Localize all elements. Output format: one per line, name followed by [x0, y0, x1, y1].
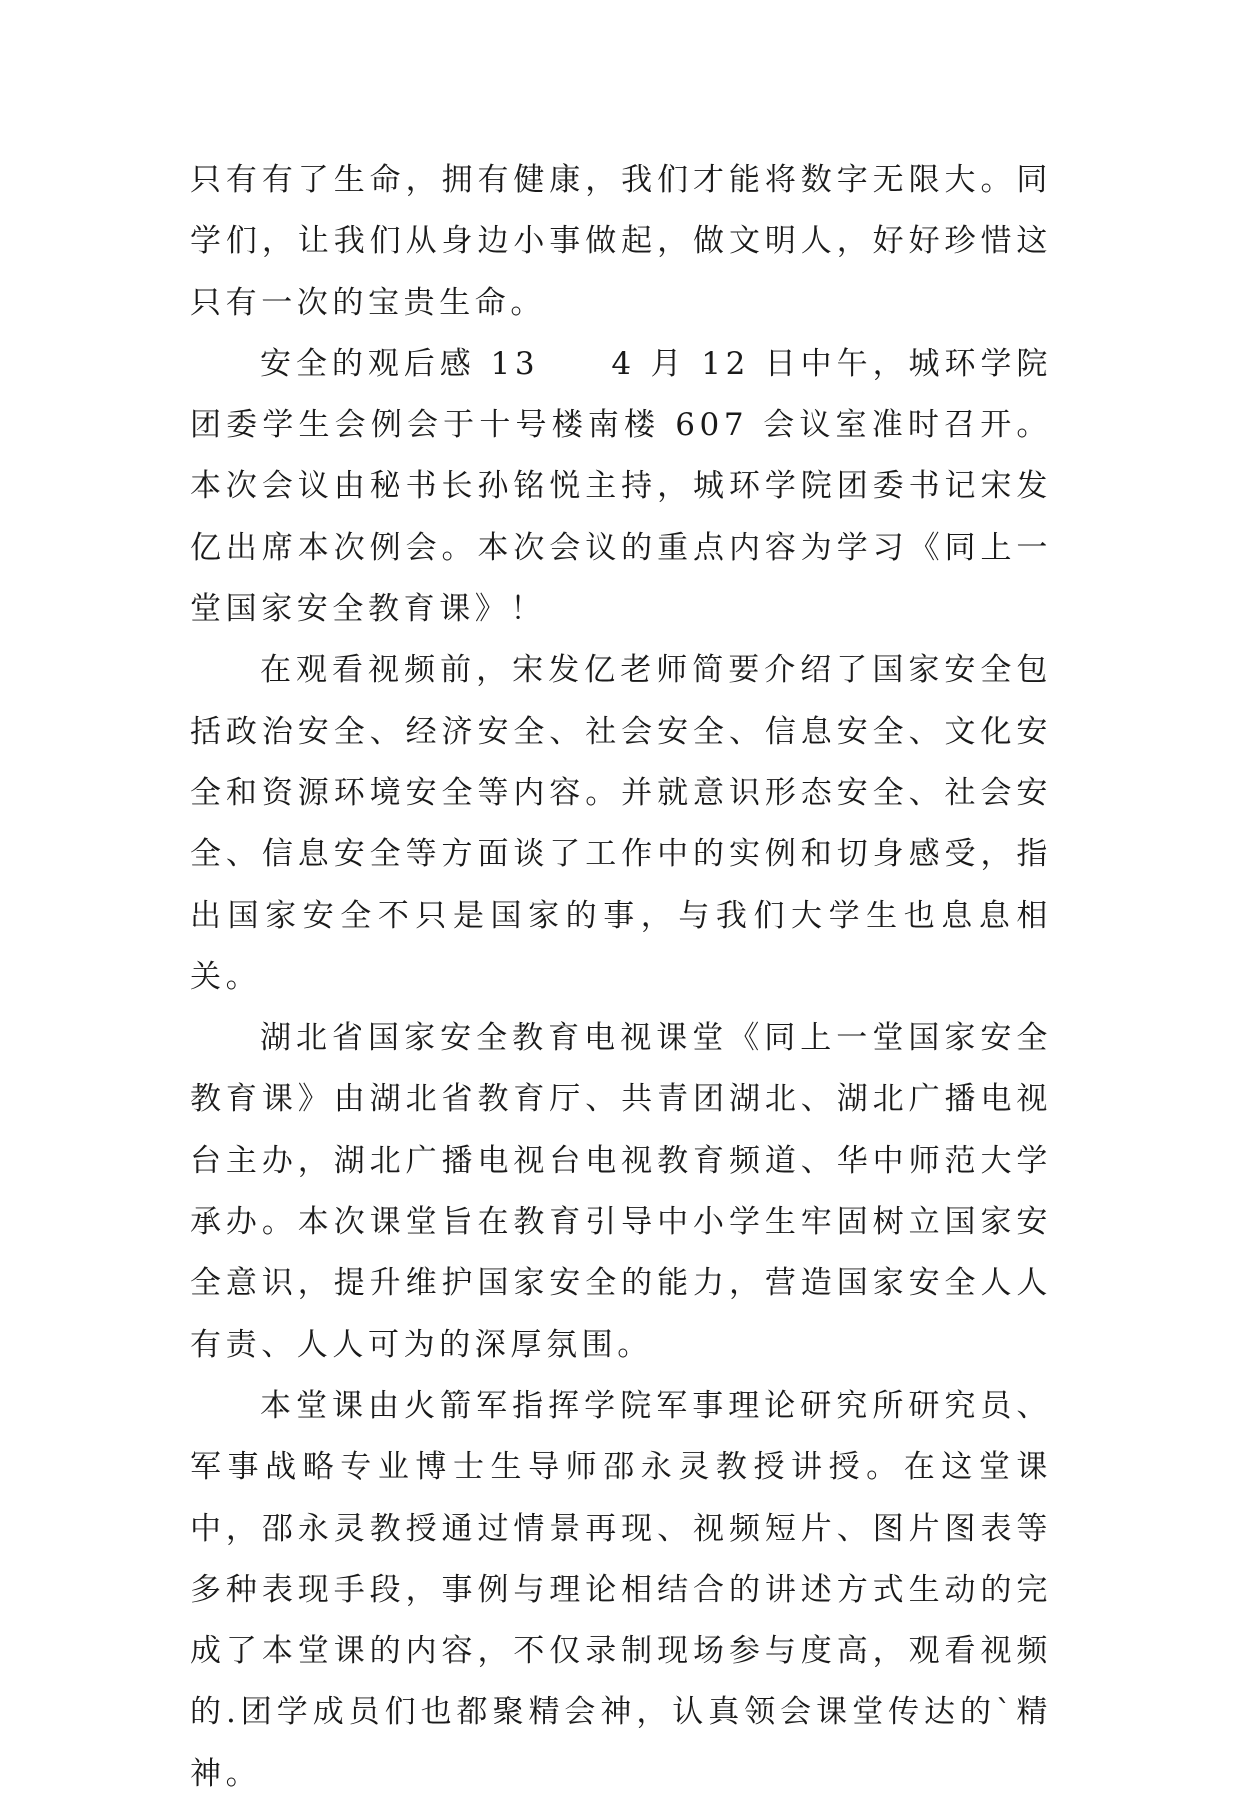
document-page: [190, 150, 1052, 1805]
paragraph-4: 湖北省国家安全教育电视课堂《同上一堂国家安全教育课》由湖北省教育厅、共青团湖北、湖北广播电视台主办，湖北广播电视台电视教育频道、华中师范大学承办。本次课堂旨在教育引导中小学生牢固树立国家安全意识，提升维护国家安全的能力，营造国家安全人人有责、人人可为的深厚氛围。: [190, 1020, 1052, 1363]
paragraph-1: 只有有了生命，拥有健康，我们才能将数字无限大。同学们，让我们从身边小事做起，做文明人，好好珍惜这只有一次的宝贵生命。: [190, 162, 1052, 321]
paragraph-3: 在观看视频前，宋发亿老师简要介绍了国家安全包括政治安全、经济安全、社会安全、信息安全、文化安全和资源环境安全等内容。并就意识形态安全、社会安全、信息安全等方面谈了工作中的实例和切身感受，指出国家安全不只是国家的事，与我们大学生也息息相关。: [190, 652, 1052, 995]
paragraph-5: 本堂课由火箭军指挥学院军事理论研究所研究员、军事战略专业博士生导师邵永灵教授讲授。在这堂课中，邵永灵教授通过情景再现、视频短片、图片图表等多种表现手段，事例与理论相结合的讲述方式生动的完成了本堂课的内容，不仅录制现场参与度高，观看视频的.团学成员们也都聚精会神，认真领会课堂传达的`精神。: [190, 1387, 1052, 1792]
paragraph-2: 安全的观后感 13 4 月 12 日中午，城环学院团委学生会例会于十号楼南楼 607 会议室准时召开。本次会议由秘书长孙铭悦主持，城环学院团委书记宋发亿出席本次例会。本次会议的重点内容为学习《同上一堂国家安全教育课》！: [190, 345, 1052, 628]
